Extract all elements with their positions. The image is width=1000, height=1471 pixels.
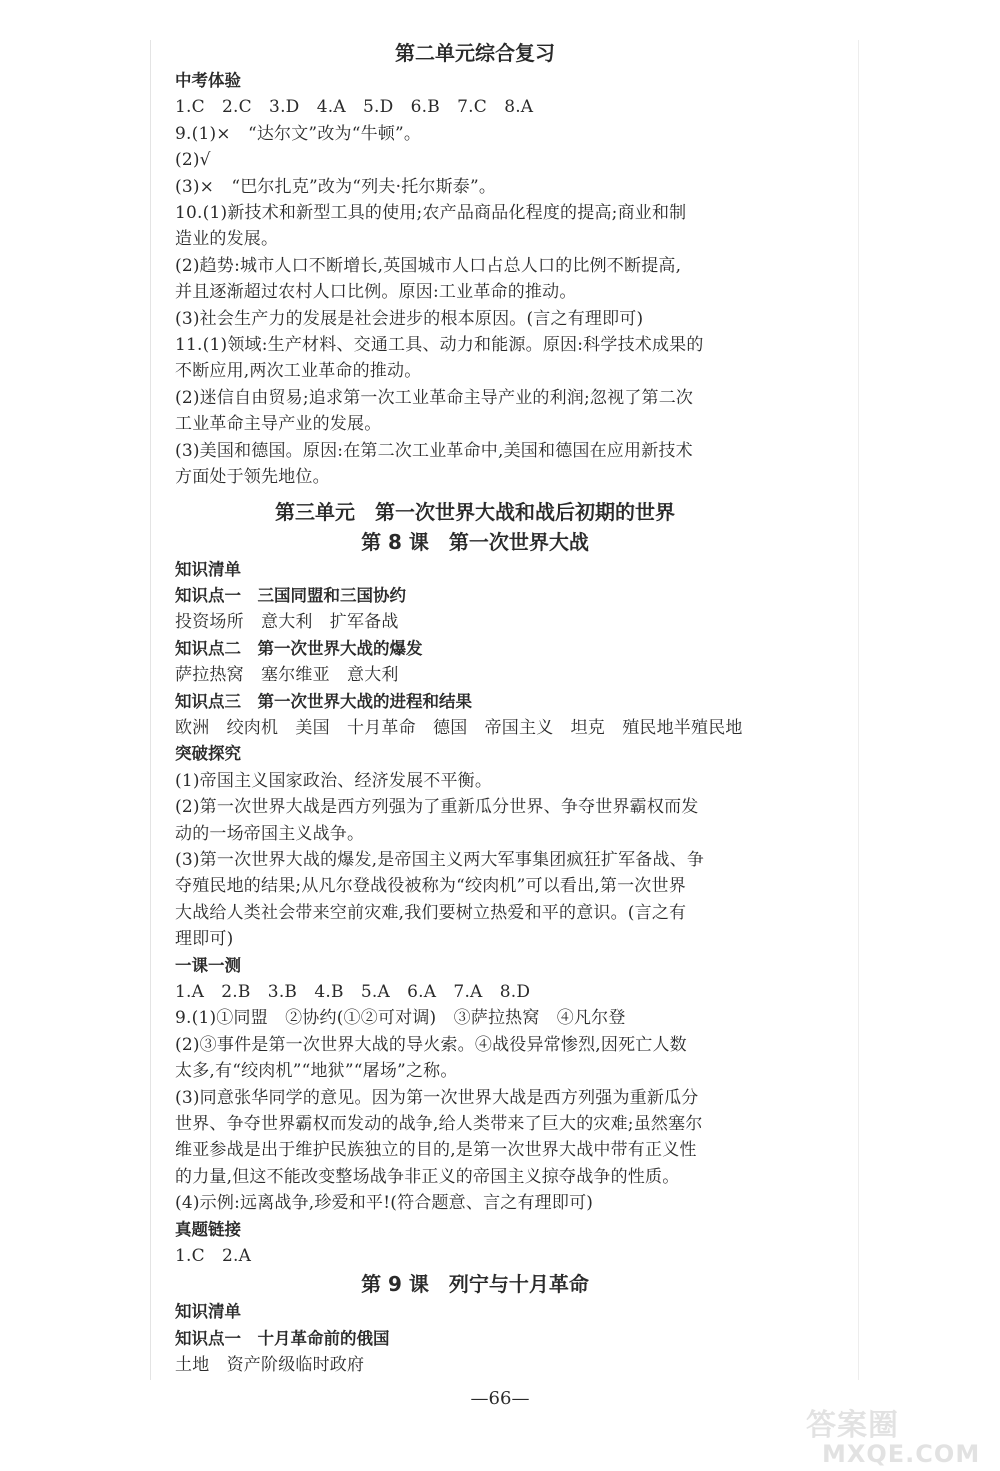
answer-line: 的力量,但这不能改变整场战争非正义的帝国主义掠夺战争的性质。 xyxy=(175,1166,680,1187)
watermark-logo: 答案圈 xyxy=(806,1408,899,1443)
margin-rule-left xyxy=(150,40,151,1380)
answer-line: 不断应用,两次工业革命的推动。 xyxy=(175,361,422,382)
heading-knowledge-list: 知识清单 xyxy=(175,1302,241,1322)
answer-line: (2)趋势:城市人口不断增长,英国城市人口占总人口的比例不断提高, xyxy=(175,255,682,276)
answer-line: 并且逐渐超过农村人口比例。原因:工业革命的推动。 xyxy=(175,282,577,303)
watermark xyxy=(800,1400,1000,1471)
section-title-unit2-review: 第二单元综合复习 xyxy=(395,41,555,65)
knowledge-point-heading: 知识点三 第一次世界大战的进程和结果 xyxy=(175,691,472,711)
answer-line: 大战给人类社会带来空前灾难,我们要树立热爱和平的意识。(言之有 xyxy=(175,902,687,923)
answer-line: 11.(1)领域:生产材料、交通工具、动力和能源。原因:科学技术成果的 xyxy=(175,335,704,356)
knowledge-point-heading: 知识点二 第一次世界大战的爆发 xyxy=(175,638,423,658)
answer-line: 1.A 2.B 3.B 4.B 5.A 6.A 7.A 8.D xyxy=(175,982,531,1002)
answer-line: (1)帝国主义国家政治、经济发展不平衡。 xyxy=(175,770,493,791)
answer-line: (3)同意张华同学的意见。因为第一次世界大战是西方列强为重新瓜分 xyxy=(175,1087,699,1108)
answer-line: (3)× “巴尔扎克”改为“列夫·托尔斯泰”。 xyxy=(175,176,497,197)
answer-line: 理即可) xyxy=(175,929,234,950)
answer-line: 10.(1)新技术和新型工具的使用;农产品商品化程度的提高;商业和制 xyxy=(175,203,687,224)
answer-line: 工业革命主导产业的发展。 xyxy=(175,414,382,435)
answer-line: 造业的发展。 xyxy=(175,229,279,250)
lesson9-title: 第 9 课 列宁与十月革命 xyxy=(361,1272,589,1297)
answer-line: (2)③事件是第一次世界大战的导火索。④战役异常惨烈,因死亡人数 xyxy=(175,1034,687,1055)
knowledge-point-answer: 萨拉热窝 塞尔维亚 意大利 xyxy=(175,665,399,686)
answer-line: 9.(1)× “达尔文”改为“牛顿”。 xyxy=(175,123,422,144)
answer-line: 维亚参战是出于维护民族独立的目的,是第一次世界大战中带有正义性 xyxy=(175,1140,697,1161)
answer-content xyxy=(175,38,775,1379)
margin-rule-right xyxy=(858,40,859,1380)
answer-line: 1.C 2.C 3.D 4.A 5.D 6.B 7.C 8.A xyxy=(175,97,534,118)
answer-line: 9.(1)①同盟 ②协约(①②可对调) ③萨拉热窝 ④凡尔登 xyxy=(175,1008,626,1029)
heading-real-questions: 真题链接 xyxy=(175,1219,241,1239)
answer-line: (2)√ xyxy=(175,150,211,171)
answer-line: 动的一场帝国主义战争。 xyxy=(175,823,365,844)
answer-line: (2)第一次世界大战是西方列强为了重新瓜分世界、争夺世界霸权而发 xyxy=(175,797,699,818)
heading-breakthrough-explore: 突破探究 xyxy=(175,744,241,764)
heading-exam-experience: 中考体验 xyxy=(175,71,241,90)
answer-line: (2)迷信自由贸易;追求第一次工业革命主导产业的利润;忽视了第二次 xyxy=(175,387,694,408)
answer-line: (3)第一次世界大战的爆发,是帝国主义两大军事集团疯狂扩军备战、争 xyxy=(175,849,705,870)
heading-knowledge-list: 知识清单 xyxy=(175,559,241,579)
lesson8-title: 第 8 课 第一次世界大战 xyxy=(361,529,589,554)
answer-line: 方面处于领先地位。 xyxy=(175,467,330,488)
answer-line: (3)美国和德国。原因:在第二次工业革命中,美国和德国在应用新技术 xyxy=(175,440,693,461)
answer-line: (4)示例:远离战争,珍爱和平!(符合题意、言之有理即可) xyxy=(175,1193,594,1214)
answer-line: 1.C 2.A xyxy=(175,1246,252,1267)
knowledge-point-answer: 投资场所 意大利 扩军备战 xyxy=(175,612,399,633)
answer-line: 夺殖民地的结果;从凡尔登战役被称为“绞肉机”可以看出,第一次世界 xyxy=(175,876,686,897)
knowledge-point-heading: 知识点一 十月革命前的俄国 xyxy=(175,1328,390,1348)
answer-line: 太多,有“绞肉机”“地狱”“屠场”之称。 xyxy=(175,1061,458,1082)
watermark-url: MXQE.COM xyxy=(822,1440,981,1468)
answer-line: 世界、争夺世界霸权而发动的战争,给人类带来了巨大的灾难;虽然塞尔 xyxy=(175,1114,703,1135)
heading-lesson-test: 一课一测 xyxy=(175,955,241,975)
page-number: —66— xyxy=(470,1388,530,1409)
knowledge-point-answer: 土地 资产阶级临时政府 xyxy=(175,1355,365,1376)
answer-line: (3)社会生产力的发展是社会进步的根本原因。(言之有理即可) xyxy=(175,308,644,329)
knowledge-point-heading: 知识点一 三国同盟和三国协约 xyxy=(175,585,406,605)
unit3-title: 第三单元 第一次世界大战和战后初期的世界 xyxy=(275,499,675,524)
knowledge-point-answer: 欧洲 绞肉机 美国 十月革命 德国 帝国主义 坦克 殖民地半殖民地 xyxy=(175,717,743,738)
